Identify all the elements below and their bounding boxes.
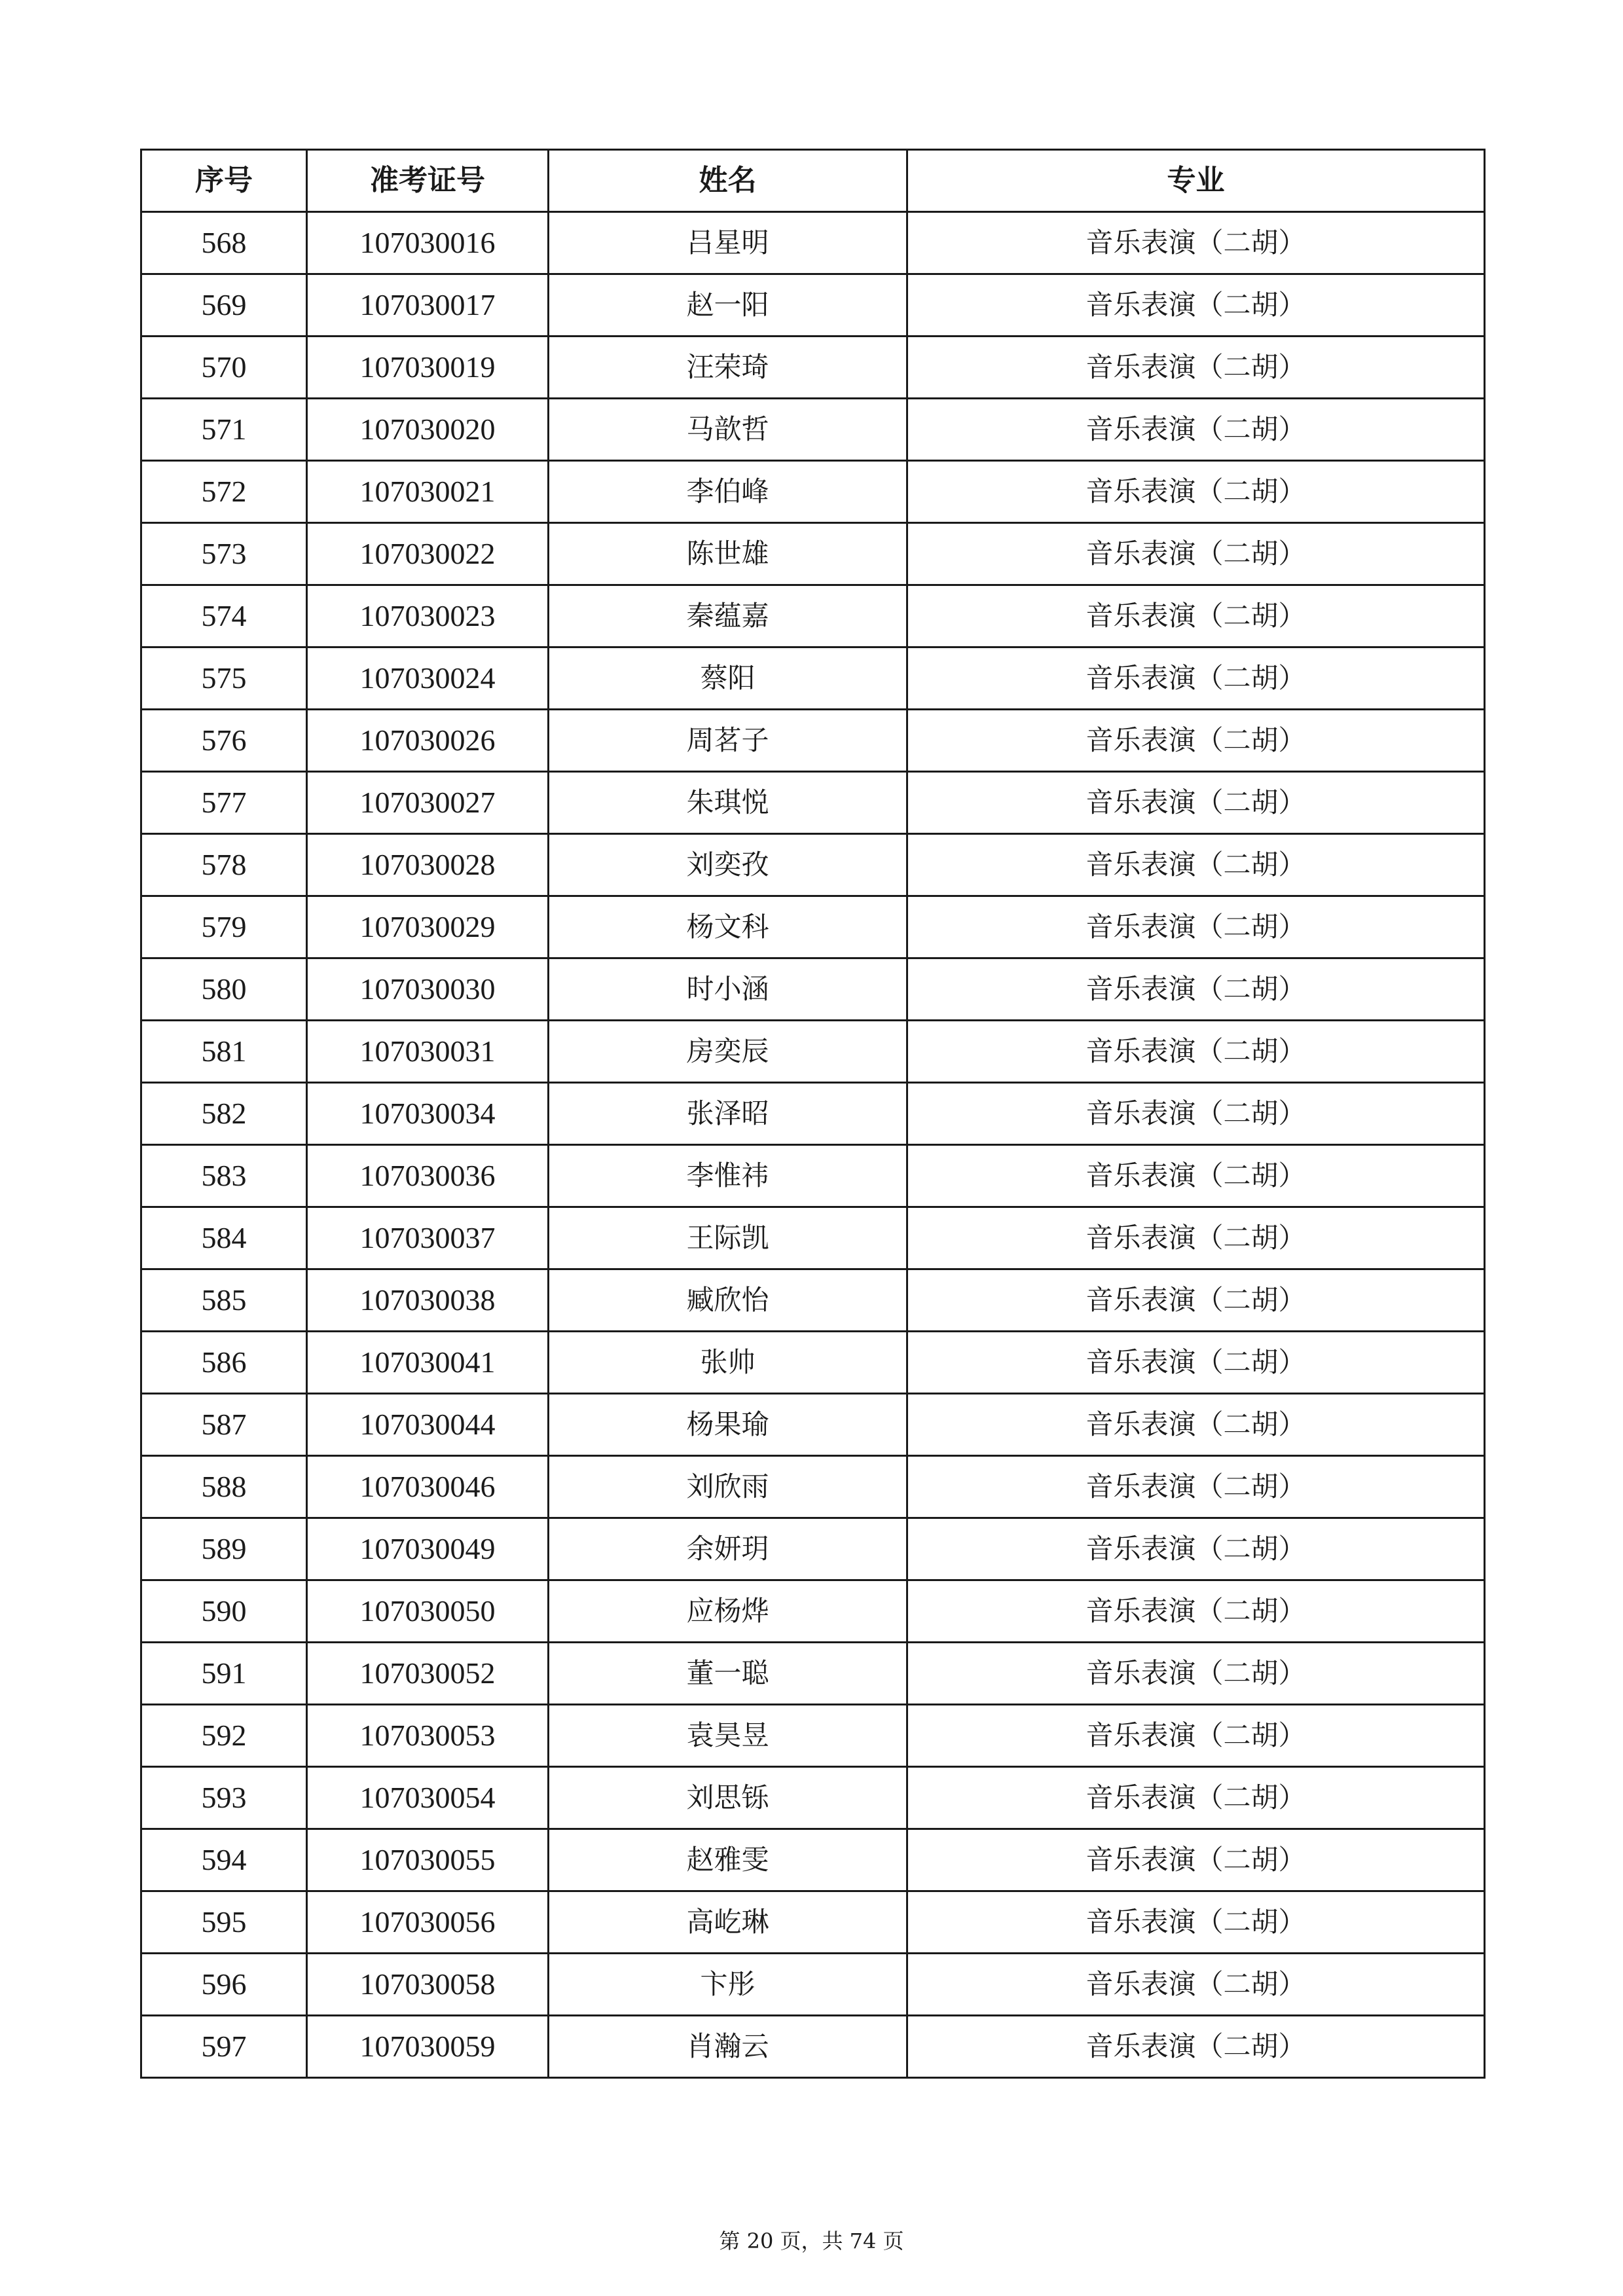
page-number-footer: 第 20 页，共 74 页 [719,2229,904,2253]
cell-major: 音乐表演（二胡） [907,1083,1485,1145]
cell-major: 音乐表演（二胡） [907,958,1485,1021]
cell-exam-id: 107030041 [307,1332,549,1394]
cell-major: 音乐表演（二胡） [907,1207,1485,1269]
cell-seq: 568 [141,212,307,274]
cell-seq: 584 [141,1207,307,1269]
cell-seq: 580 [141,958,307,1021]
table-row [141,834,1485,896]
cell-name: 杨文科 [549,896,907,958]
cell-name: 袁昊昱 [549,1705,907,1767]
cell-name: 卞彤 [549,1954,907,2016]
cell-name: 赵雅雯 [549,1829,907,1891]
table-row [141,1145,1485,1207]
cell-name: 王际凯 [549,1207,907,1269]
cell-seq: 577 [141,772,307,834]
table-row [141,1332,1485,1394]
cell-major: 音乐表演（二胡） [907,896,1485,958]
cell-exam-id: 107030031 [307,1021,549,1083]
table-row [141,337,1485,399]
table-row [141,1643,1485,1705]
table-row [141,1891,1485,1954]
cell-major: 音乐表演（二胡） [907,1705,1485,1767]
cell-seq: 581 [141,1021,307,1083]
cell-seq: 594 [141,1829,307,1891]
cell-seq: 575 [141,647,307,710]
cell-seq: 572 [141,461,307,523]
cell-seq: 588 [141,1456,307,1518]
cell-major: 音乐表演（二胡） [907,212,1485,274]
cell-seq: 583 [141,1145,307,1207]
cell-name: 马歆哲 [549,399,907,461]
cell-seq: 595 [141,1891,307,1954]
table-row [141,1580,1485,1643]
table-row [141,772,1485,834]
cell-exam-id: 107030024 [307,647,549,710]
table-row [141,1705,1485,1767]
cell-exam-id: 107030027 [307,772,549,834]
cell-seq: 590 [141,1580,307,1643]
cell-seq: 576 [141,710,307,772]
cell-seq: 582 [141,1083,307,1145]
cell-name: 秦蕴嘉 [549,585,907,647]
cell-major: 音乐表演（二胡） [907,337,1485,399]
cell-major: 音乐表演（二胡） [907,1332,1485,1394]
cell-name: 时小涵 [549,958,907,1021]
cell-exam-id: 107030044 [307,1394,549,1456]
cell-seq: 570 [141,337,307,399]
cell-major: 音乐表演（二胡） [907,710,1485,772]
table-row [141,1083,1485,1145]
table-row [141,1207,1485,1269]
cell-seq: 586 [141,1332,307,1394]
header-major: 专业 [907,150,1485,212]
header-seq: 序号 [141,150,307,212]
cell-seq: 569 [141,274,307,337]
cell-exam-id: 107030037 [307,1207,549,1269]
cell-exam-id: 107030022 [307,523,549,585]
cell-name: 汪荣琦 [549,337,907,399]
cell-major: 音乐表演（二胡） [907,1518,1485,1580]
cell-seq: 573 [141,523,307,585]
cell-major: 音乐表演（二胡） [907,1145,1485,1207]
cell-seq: 578 [141,834,307,896]
cell-name: 李惟祎 [549,1145,907,1207]
cell-name: 蔡阳 [549,647,907,710]
table-row [141,585,1485,647]
cell-name: 刘思铄 [549,1767,907,1829]
table-row [141,1829,1485,1891]
cell-name: 高屹琳 [549,1891,907,1954]
cell-exam-id: 107030049 [307,1518,549,1580]
cell-name: 朱琪悦 [549,772,907,834]
cell-seq: 591 [141,1643,307,1705]
table-row [141,2016,1485,2078]
cell-exam-id: 107030021 [307,461,549,523]
cell-name: 杨果瑜 [549,1394,907,1456]
cell-name: 赵一阳 [549,274,907,337]
table-row [141,1394,1485,1456]
cell-exam-id: 107030036 [307,1145,549,1207]
table-header-row [141,150,1485,212]
cell-major: 音乐表演（二胡） [907,772,1485,834]
cell-seq: 571 [141,399,307,461]
cell-name: 肖瀚云 [549,2016,907,2078]
cell-name: 应杨烨 [549,1580,907,1643]
cell-name: 张泽昭 [549,1083,907,1145]
cell-exam-id: 107030056 [307,1891,549,1954]
cell-exam-id: 107030052 [307,1643,549,1705]
cell-major: 音乐表演（二胡） [907,1580,1485,1643]
cell-exam-id: 107030046 [307,1456,549,1518]
cell-major: 音乐表演（二胡） [907,1394,1485,1456]
cell-seq: 596 [141,1954,307,2016]
cell-major: 音乐表演（二胡） [907,1021,1485,1083]
cell-exam-id: 107030028 [307,834,549,896]
cell-exam-id: 107030020 [307,399,549,461]
cell-major: 音乐表演（二胡） [907,523,1485,585]
table-row [141,212,1485,274]
cell-major: 音乐表演（二胡） [907,2016,1485,2078]
table-row [141,1518,1485,1580]
cell-major: 音乐表演（二胡） [907,1891,1485,1954]
cell-exam-id: 107030016 [307,212,549,274]
table-row [141,1456,1485,1518]
cell-seq: 597 [141,2016,307,2078]
cell-major: 音乐表演（二胡） [907,1954,1485,2016]
cell-name: 房奕辰 [549,1021,907,1083]
cell-exam-id: 107030017 [307,274,549,337]
table-row [141,399,1485,461]
table-row [141,710,1485,772]
cell-name: 周茗子 [549,710,907,772]
cell-name: 刘奕孜 [549,834,907,896]
cell-name: 臧欣怡 [549,1269,907,1332]
cell-major: 音乐表演（二胡） [907,461,1485,523]
cell-major: 音乐表演（二胡） [907,647,1485,710]
table-row [141,1954,1485,2016]
cell-name: 李伯峰 [549,461,907,523]
cell-exam-id: 107030055 [307,1829,549,1891]
cell-exam-id: 107030030 [307,958,549,1021]
cell-name: 刘欣雨 [549,1456,907,1518]
cell-seq: 585 [141,1269,307,1332]
cell-major: 音乐表演（二胡） [907,1643,1485,1705]
table-row [141,523,1485,585]
cell-exam-id: 107030038 [307,1269,549,1332]
cell-name: 董一聪 [549,1643,907,1705]
cell-exam-id: 107030029 [307,896,549,958]
cell-exam-id: 107030059 [307,2016,549,2078]
cell-exam-id: 107030054 [307,1767,549,1829]
table-row [141,1021,1485,1083]
table-row [141,958,1485,1021]
cell-major: 音乐表演（二胡） [907,274,1485,337]
cell-major: 音乐表演（二胡） [907,1829,1485,1891]
cell-major: 音乐表演（二胡） [907,1767,1485,1829]
cell-exam-id: 107030053 [307,1705,549,1767]
cell-exam-id: 107030058 [307,1954,549,2016]
cell-exam-id: 107030026 [307,710,549,772]
cell-exam-id: 107030019 [307,337,549,399]
cell-name: 余妍玥 [549,1518,907,1580]
header-exam-id: 准考证号 [307,150,549,212]
cell-seq: 574 [141,585,307,647]
cell-major: 音乐表演（二胡） [907,1456,1485,1518]
cell-seq: 587 [141,1394,307,1456]
cell-major: 音乐表演（二胡） [907,585,1485,647]
header-name: 姓名 [549,150,907,212]
table-row [141,896,1485,958]
cell-major: 音乐表演（二胡） [907,399,1485,461]
cell-seq: 589 [141,1518,307,1580]
table-row [141,1767,1485,1829]
cell-major: 音乐表演（二胡） [907,834,1485,896]
cell-seq: 579 [141,896,307,958]
table-row [141,274,1485,337]
cell-name: 吕星明 [549,212,907,274]
table-row [141,647,1485,710]
table-body [141,212,1485,2078]
cell-seq: 592 [141,1705,307,1767]
cell-exam-id: 107030050 [307,1580,549,1643]
cell-exam-id: 107030034 [307,1083,549,1145]
cell-exam-id: 107030023 [307,585,549,647]
cell-name: 张帅 [549,1332,907,1394]
table-row [141,1269,1485,1332]
cell-name: 陈世雄 [549,523,907,585]
cell-major: 音乐表演（二胡） [907,1269,1485,1332]
candidate-table [140,149,1486,2079]
table-row [141,461,1485,523]
cell-seq: 593 [141,1767,307,1829]
